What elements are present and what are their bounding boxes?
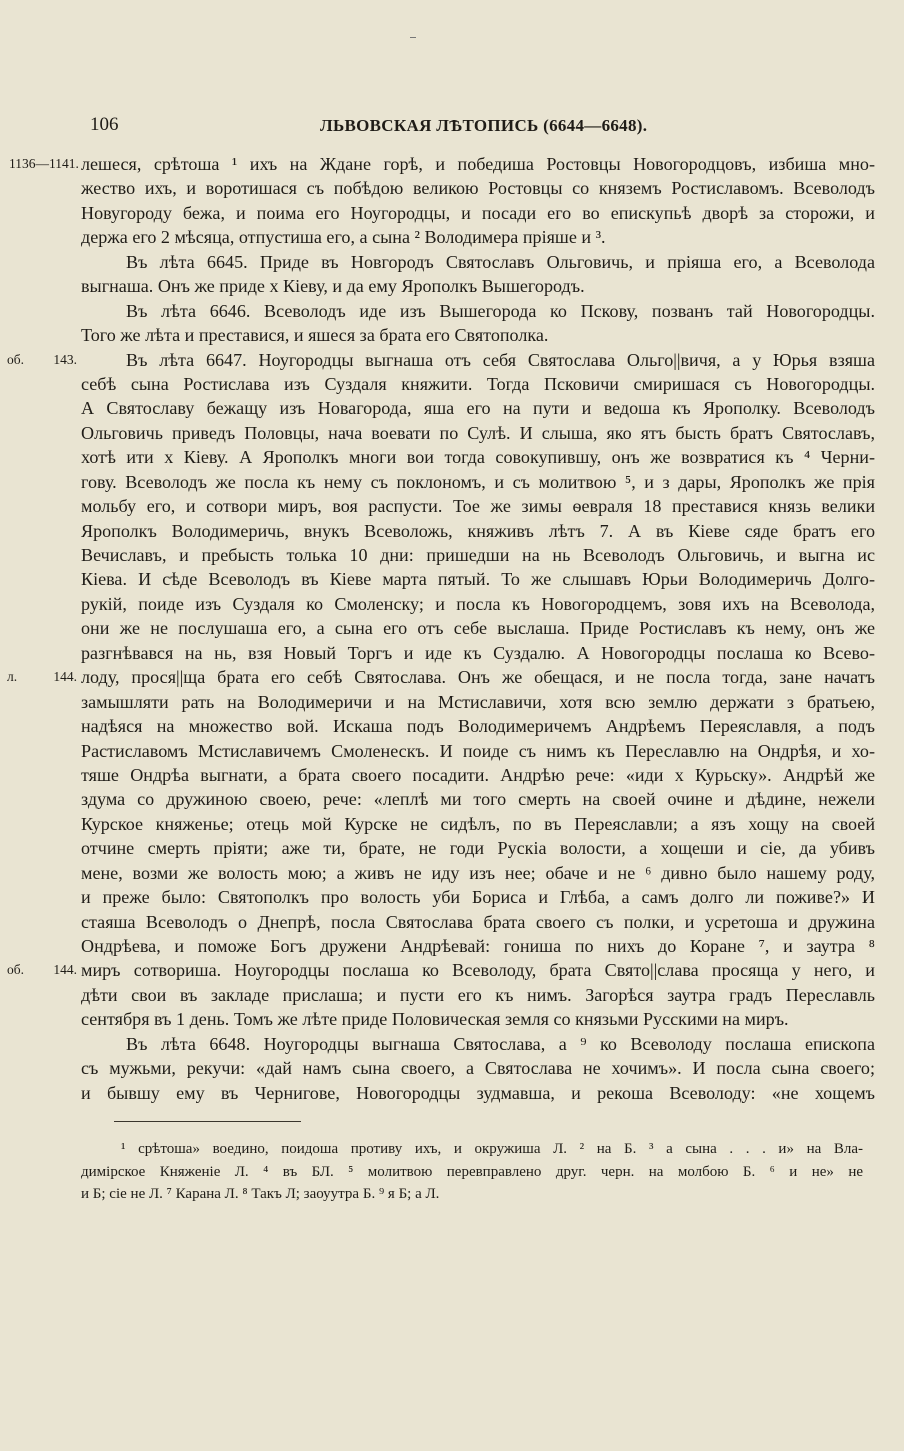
- text-line: они же не послушаша его, а сына его отъ себе выслаша. Приде Ростиславъ къ нему, онъ же: [81, 618, 875, 639]
- text-line: об. 143. Въ лѣта 6647. Ноугородцы выгнаша отъ себя Святослава Ольго||вичя, а у Юрья взяша: [81, 348, 875, 372]
- text-line: Ярополкъ Володимеричь, внукъ Всеволожь, княживъ лѣтъ 7. А въ Кіеве сяде братъ его: [81, 520, 875, 541]
- text-line: мене, возми же волость мою; а живъ не иду изъ нее; обаче и не ⁶ дивно было нашему роду,: [81, 862, 875, 883]
- text-line: держа его 2 мѣсяца, отпустиша его, а сына ² Володимера пріяше и ³.: [81, 227, 606, 248]
- text-line: л. 144. лоду, прося||ща брата его себѣ Святослава. Онъ же обещася, и не посла тогда, зане начатъ: [81, 665, 875, 689]
- text-line: отчине смерть пріяти; аже ти, брате, не годи Рускіа волости, а хощеши и сіе, да убивъ: [81, 838, 875, 859]
- text-line: Въ лѣта 6645. Приде въ Новгородъ Святославъ Ольговичь, и пріяша его, а Всеволода: [126, 251, 875, 272]
- margin-folio-l144: л. 144.: [7, 669, 77, 685]
- running-title: ЛЬВОВСКАЯ ЛѢТОПИСЬ (6644—6648).: [320, 116, 648, 135]
- text-line: стаяша Всеволодъ о Днепрѣ, посла Святослава брата своего съ полки, и усретоша и дружина: [81, 911, 875, 932]
- text-line: Курское княженье; отець мой Курске не сидѣлъ, по въ Переяславли; а язъ хощу на своей: [81, 813, 875, 834]
- text-line: Кіева. И сѣде Всеволодъ въ Кіеве марта пятый. То же слышавъ Юрьи Володимеричь Долго-: [81, 569, 875, 590]
- footnote-divider: [114, 1121, 301, 1122]
- margin-folio-ob144: об. 144.: [7, 962, 77, 978]
- text-line: Ондрѣева, и поможе Богъ дружени Андрѣевай: гониша по нихъ до Коране ⁷, и заутра ⁸: [81, 936, 875, 956]
- text-line: съ мужьми, рекучи: «дай намъ сына своего, а Святослава не хочимъ». И посла сына своего;: [81, 1058, 875, 1079]
- text-line: и преже было: Святополкъ про волость уби Бориса и Глѣба, а самъ долго ли поживе?» И: [81, 887, 875, 908]
- text-line: хотѣ ити х Кіеву. А Ярополкъ многи вои тогда совокупившу, онъ же возвратися къ ⁴ Черни-: [81, 447, 875, 468]
- page-mark: [410, 37, 416, 38]
- text-line: А Святославу бежащу изъ Новагорода, яша его на пути и ведоша къ Ярополку. Всеволодъ: [81, 398, 875, 419]
- text-line: 1136—1141. лешеся, срѣтоша ¹ ихъ на Ждане горѣ, и победиша Ростовцы Новогородцовъ, избиша мно-: [81, 152, 875, 176]
- chronicle-text: [7, 152, 875, 1105]
- text-line: рукій, поиде изъ Суздаля ко Смоленску; и посла къ Новогородцемъ, зовя ихъ на Всеволода,: [81, 593, 875, 614]
- text-line: Вечиславъ, и пребысть толька 10 дни: пришедши на нь Всеволодъ Ольговичь, и выгна ис: [81, 545, 875, 565]
- footnote-line: ¹ срѣтоша» воедино, поидоша противу ихъ, и окружиша Л. ² на Б. ³ а сына . . . и» на Вла-: [121, 1141, 863, 1157]
- margin-years: 1136—1141.: [9, 156, 79, 171]
- margin-folio-ob143: об. 143.: [7, 351, 77, 367]
- text-line: Растиславомъ Мстиславичемъ Смоленескъ. И поиде съ нимъ къ Переславлю на Ондрѣя, и хо-: [81, 740, 875, 761]
- text-line: мольбу его, и сотвори миръ, воя распусти. Тое же зимы ѳевраля 18 преставися князь велики: [81, 496, 875, 517]
- text-line: Въ лѣта 6648. Ноугородцы выгнаша Святослава, а ⁹ ко Всеволоду послаша епископа: [126, 1033, 875, 1054]
- text-line: Ольговичь приведъ Половцы, нача воевати по Сулѣ. И слыша, яко ятъ бысть братъ Святославъ,: [81, 422, 875, 443]
- text-line: об. 144. миръ сотвориша. Ноугородцы послаша ко Всеволоду, брата Свято||слава просяща у него, и: [81, 958, 875, 982]
- text-line: жество ихъ, и воротишася съ побѣдою великою Ростовцы со княземъ Ростиславомъ. Всеволодъ: [81, 178, 875, 199]
- page-number: 106: [90, 114, 119, 135]
- footnote-line: и Б; сіе не Л. ⁷ Карана Л. ⁸ Такъ Л; заоуутра Б. ⁹ я Б; а Л.: [81, 1186, 440, 1202]
- text-line: выгнаша. Онъ же приде х Кіеву, и да ему Ярополкъ Вышегородъ.: [81, 276, 585, 297]
- text-line: себѣ сына Ростислава изъ Суздаля княжити. Тогда Псковичи смиришася съ Новогородцы.: [81, 373, 875, 394]
- text-line: Въ лѣта 6646. Всеволодъ иде изъ Вышегорода ко Пскову, позванъ тай Новогородцы.: [126, 300, 875, 321]
- footnote-line: димірское Княженіе Л. ⁴ въ БЛ. ⁵ молитвою перевправлено друг. черн. на молбою Б. ⁶ и не» не: [81, 1163, 863, 1180]
- text-line: дѣти свои въ закладе прислаша; и пусти его къ нимъ. Загорѣся заутра градъ Переславль: [81, 984, 875, 1005]
- text-line: Новугороду бежа, и поима его Ноугородцы, и посади его во епискупьѣ дворѣ за сторожи, и: [81, 202, 875, 223]
- text-line: разгнѣвався на нь, взя Новый Торгъ и иде къ Суздалю. А Новогородцы послаша ко Всево-: [81, 642, 875, 663]
- page-header: [0, 114, 904, 140]
- text-line: здума со дружиною своею, рече: «леплѣ ми того смерть на своей очине и дѣдине, нежели: [81, 789, 875, 810]
- text-line: сентября въ 1 день. Томъ же лѣте приде Половическая земля со князьми Русскими на миръ.: [81, 1009, 789, 1030]
- text-line: надѣяся на множество вой. Искаша подъ Володимеричемъ Андрѣемъ Переяславля, а подъ: [81, 716, 875, 737]
- text-line: тяше Ондрѣа выгнати, а брата своего посадити. Андрѣю рече: «иди х Курьску». Андрѣй же: [81, 764, 875, 785]
- text-line: и бывшу ему въ Чернигове, Новогородцы зудмавша, и рекоша Всеволоду: «не хощемъ: [81, 1082, 875, 1103]
- text-line: Того же лѣта и преставися, и яшеся за брата его Святополка.: [81, 325, 549, 346]
- text-line: замышляти рать на Володимеричи и на Мстиславичи, хотя всю землю держати з братьею,: [81, 691, 875, 712]
- text-line: гову. Всеволодъ же посла къ нему съ поклономъ, и съ молитвою ⁵, и з дары, Ярополкъ же прія: [81, 471, 875, 492]
- footnotes: [81, 1138, 863, 1206]
